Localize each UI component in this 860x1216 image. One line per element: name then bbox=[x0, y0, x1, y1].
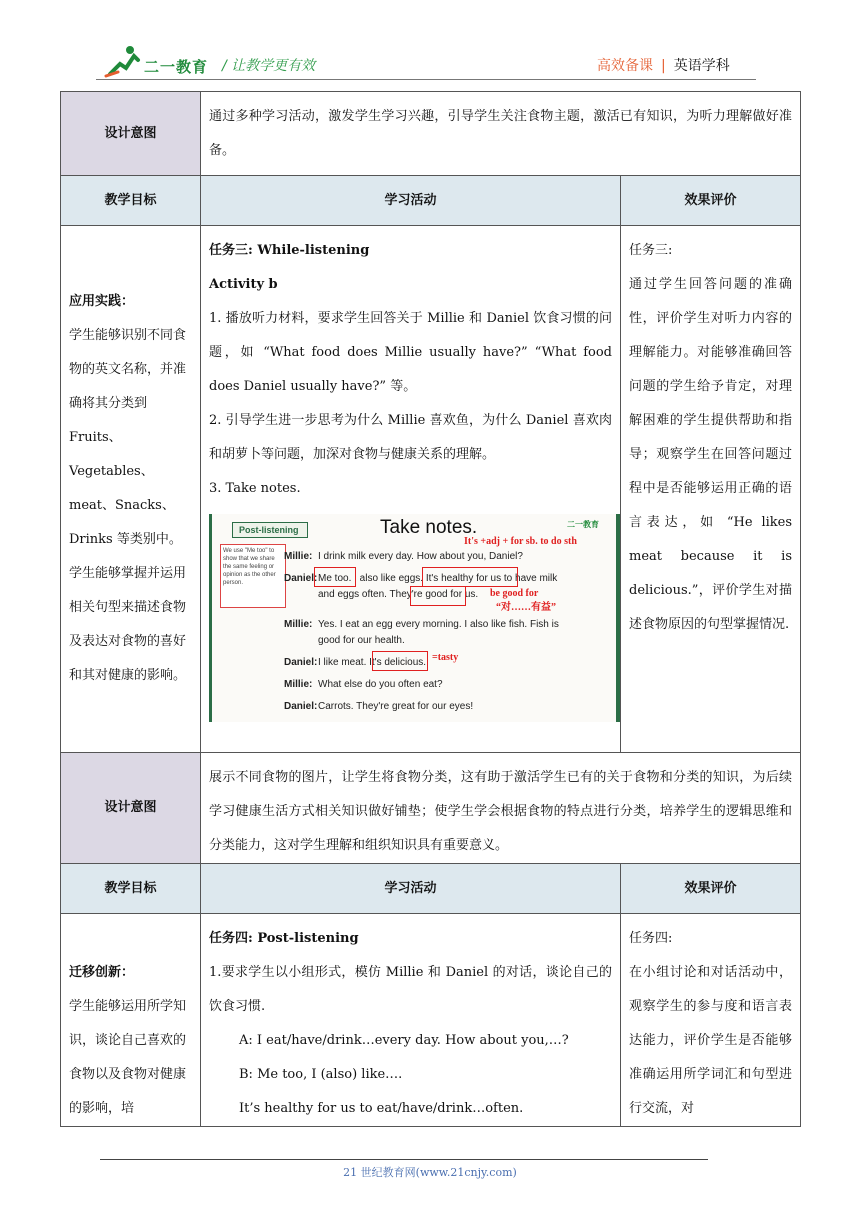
task3-eval-title: 任务三: bbox=[629, 243, 673, 258]
task4-line-a: A: I eat/have/drink…every day. How about you,…? bbox=[239, 1033, 569, 1048]
header-category: 高效备课 bbox=[597, 58, 653, 74]
dialogue-line-6: I like meat. It's delicious. bbox=[318, 657, 427, 668]
header-subject: 英语学科 bbox=[673, 58, 730, 74]
runner-icon bbox=[104, 44, 144, 78]
dialogue-line-8: Carrots. They're great for our eyes! bbox=[318, 701, 474, 712]
logo-text: 二一教育 bbox=[144, 58, 209, 76]
task3-row bbox=[61, 226, 801, 753]
take-notes-image bbox=[209, 514, 620, 722]
task4-goal-title: 迁移创新： bbox=[69, 965, 135, 980]
col-header-goal-2: 教学目标 bbox=[61, 864, 201, 914]
task3-goal-title: 应用实践： bbox=[69, 294, 135, 309]
task3-activity-p3: 3. Take notes. bbox=[209, 481, 301, 496]
task3-eval-text: 通过学生回答问题的准确性，评价学生对听力内容的理解能力。对能够准确回答问题的学生给予肯定，对理解困难的学生提供帮助和指导；观察学生在回答问题过程中是否能够运用正确的语言表达，如 “He likes meat because it is delicious.”，评价学生对描述食物原因的句型掌握情况. bbox=[629, 277, 793, 632]
intent-row-2 bbox=[61, 753, 801, 864]
annotation-tasty: =tasty bbox=[432, 652, 459, 663]
task3-goal-text: 学生能够识别不同食物的英文名称，并准确将其分类到Fruits、Vegetables、meat、Snacks、Drinks 等类别中。学生能够掌握并运用相关句型来描述食物及表达对食物的喜好和其对健康的影响。 bbox=[69, 328, 187, 683]
dialogue-line-7: What else do you often eat? bbox=[318, 679, 443, 690]
lesson-table bbox=[60, 91, 801, 1127]
col-header-goal: 教学目标 bbox=[61, 176, 201, 226]
col-header-eval-2: 效果评价 bbox=[621, 864, 801, 914]
task3-eval-cell bbox=[621, 226, 801, 753]
task4-activity-title: 任务四: Post-listening bbox=[209, 931, 359, 946]
highlight-me-too bbox=[314, 567, 356, 587]
dialogue-line-3: and eggs often. They're good for us. bbox=[318, 589, 479, 600]
annotation-meaning: “对……有益” bbox=[496, 602, 556, 613]
col-header-eval: 效果评价 bbox=[621, 176, 801, 226]
task4-goal-text: 学生能够运用所学知识，谈论自己喜欢的食物以及食物对健康的影响，培 bbox=[69, 999, 187, 1116]
task3-activity-cell bbox=[201, 226, 621, 753]
header-slogan: / 让教学更有效 bbox=[222, 58, 316, 74]
dialogue-line-5: good for our health. bbox=[318, 635, 405, 646]
footer-text: 21 世纪教育网(www.21cnjy.com) bbox=[343, 1166, 517, 1179]
header-row-2 bbox=[61, 864, 801, 914]
speaker-1: Millie: bbox=[284, 551, 313, 562]
footer-divider bbox=[100, 1159, 708, 1160]
speaker-3: Millie: bbox=[284, 619, 313, 630]
header-separator: | bbox=[661, 58, 666, 74]
highlight-delicious bbox=[372, 651, 428, 671]
speaker-4: Daniel: bbox=[284, 657, 318, 668]
take-notes-tag: Post-listening bbox=[232, 522, 308, 538]
brand-logo bbox=[104, 44, 214, 84]
task3-activity-p2: 2. 引导学生进一步思考为什么 Millie 喜欢鱼，为什么 Daniel 喜欢肉和胡萝卜等问题，加深对食物与健康关系的理解。 bbox=[209, 413, 612, 462]
annotation-adj-pattern: It's +adj + for sb. to do sth bbox=[464, 536, 577, 547]
header-row-1 bbox=[61, 176, 801, 226]
header-right bbox=[597, 55, 730, 75]
take-notes-callout: We use "Me too" to show that we share the same feeling or opinion as the other person. bbox=[220, 544, 286, 608]
dialogue-line-2: Me too. I also like eggs. It's healthy for us to have milk bbox=[318, 573, 558, 584]
dialogue-line-1: I drink milk every day. How about you, Daniel? bbox=[318, 551, 523, 562]
take-notes-title: Take notes. bbox=[380, 517, 478, 538]
intent-label: 设计意图 bbox=[61, 92, 201, 176]
highlight-good-for bbox=[410, 586, 466, 606]
highlight-healthy bbox=[422, 567, 518, 587]
task4-eval-text: 在小组讨论和对话活动中，观察学生的参与度和语言表达能力，评价学生是否能够准确运用所学词汇和句型进行交流，对 bbox=[629, 965, 793, 1116]
dialogue-line-4: Yes. I eat an egg every morning. I also like fish. Fish is bbox=[318, 619, 559, 630]
task4-line-c: It’s healthy for us to eat/have/drink…often. bbox=[239, 1101, 524, 1116]
col-header-activity: 学习活动 bbox=[201, 176, 621, 226]
intent-row-1 bbox=[61, 92, 801, 176]
intent-label-2: 设计意图 bbox=[61, 753, 201, 864]
task3-goal-cell bbox=[61, 226, 201, 753]
speaker-6: Daniel: bbox=[284, 701, 318, 712]
task4-activity-cell bbox=[201, 914, 621, 1127]
task3-activity-title: 任务三: While-listening bbox=[209, 243, 370, 258]
task4-line-b: B: Me too, I (also) like…. bbox=[239, 1067, 403, 1082]
task4-activity-p1: 1.要求学生以小组形式，模仿 Millie 和 Daniel 的对话，谈论自己的饮食习惯. bbox=[209, 965, 612, 1014]
intent-text: 通过多种学习活动，激发学生学习兴趣，引导学生关注食物主题，激活已有知识，为听力理解做好准备。 bbox=[201, 92, 801, 176]
task4-eval-cell bbox=[621, 914, 801, 1127]
header-divider bbox=[96, 79, 756, 80]
take-notes-logo: 二一教育 bbox=[567, 520, 599, 529]
task4-eval-title: 任务四: bbox=[629, 931, 673, 946]
col-header-activity-2: 学习活动 bbox=[201, 864, 621, 914]
task3-activity-p1: 1. 播放听力材料，要求学生回答关于 Millie 和 Daniel 饮食习惯的问题，如 “What food does Millie usually have?” “What food does Daniel usually have?” 等。 bbox=[209, 311, 612, 394]
speaker-5: Millie: bbox=[284, 679, 313, 690]
task4-goal-cell bbox=[61, 914, 201, 1127]
task3-activity-sub: Activity b bbox=[209, 277, 278, 292]
task4-row bbox=[61, 914, 801, 1127]
annotation-be-good-for: be good for bbox=[490, 588, 539, 599]
intent-text-2: 展示不同食物的图片，让学生将食物分类，这有助于激活学生已有的关于食物和分类的知识，为后续学习健康生活方式相关知识做好铺垫；使学生学会根据食物的特点进行分类，培养学生的逻辑思维和分类能力，这对学生理解和组织知识具有重要意义。 bbox=[201, 753, 801, 864]
page-header bbox=[0, 0, 860, 80]
speaker-2: Daniel: bbox=[284, 573, 318, 584]
